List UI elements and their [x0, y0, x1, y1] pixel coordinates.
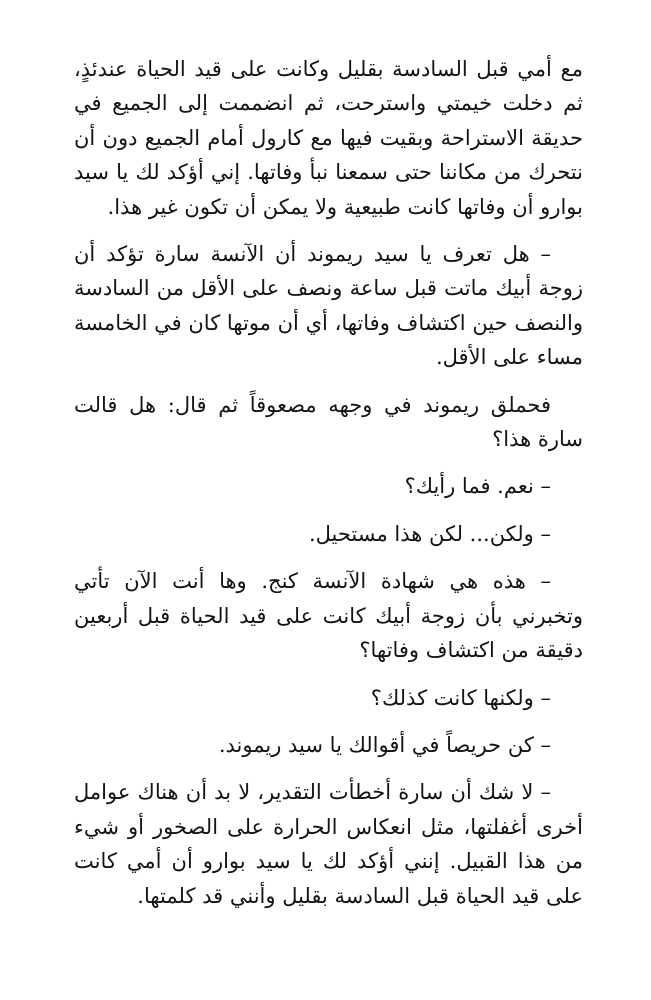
- paragraph-dialogue-5: – ولكنها كانت كذلك؟: [370, 685, 551, 710]
- paragraph-dialogue-1: – هل تعرف يا سيد ريموند أن الآنسة سارة تؤكد أن زوجة أبيك ماتت قبل ساعة ونصف على الأقل من السادسة والنصف حين اكتشاف وفاتها، أي أن موتها كان في الخامسة مساء على الأقل.: [74, 242, 583, 370]
- book-page: [74, 52, 583, 926]
- paragraph-narration-1: مع أمي قبل السادسة بقليل وكانت على قيد الحياة عندئذٍ، ثم دخلت خيمتي واسترحت، ثم انضممت إلى الجميع في حديقة الاستراحة وبقيت فيها مع كارول أمام الجميع دون أن نتحرك من مكاننا حتى سمعنا نبأ وفاتها. إني أؤكد لك يا سيد بوارو أن وفاتها كانت طبيعية ولا يمكن أن تكون غير هذا.: [74, 57, 583, 219]
- paragraph-dialogue-4: – هذه هي شهادة الآنسة كنج. وها أنت الآن تأتي وتخبرني بأن زوجة أبيك كانت على قيد الحياة قبل أربعين دقيقة من اكتشاف وفاتها؟: [74, 569, 583, 663]
- paragraph-narration-2: فحملق ريموند في وجهه مصعوقاً ثم قال: هل قالت سارة هذا؟: [74, 392, 583, 452]
- paragraph-dialogue-7: – لا شك أن سارة أخطأت التقدير، لا بد أن هناك عوامل أخرى أغفلتها، مثل انعكاس الحرارة على الصخور أو شيء من هذا القبيل. إنني أؤكد لك يا سيد بوارو أن أمي كانت على قيد الحياة قبل السادسة بقليل وأنني قد كلمتها.: [74, 780, 583, 908]
- paragraph-dialogue-6: – كن حريصاً في أقوالك يا سيد ريموند.: [218, 732, 551, 757]
- paragraph-dialogue-3: – ولكن... لكن هذا مستحيل.: [308, 521, 551, 546]
- paragraph-dialogue-2: – نعم. فما رأيك؟: [404, 474, 551, 499]
